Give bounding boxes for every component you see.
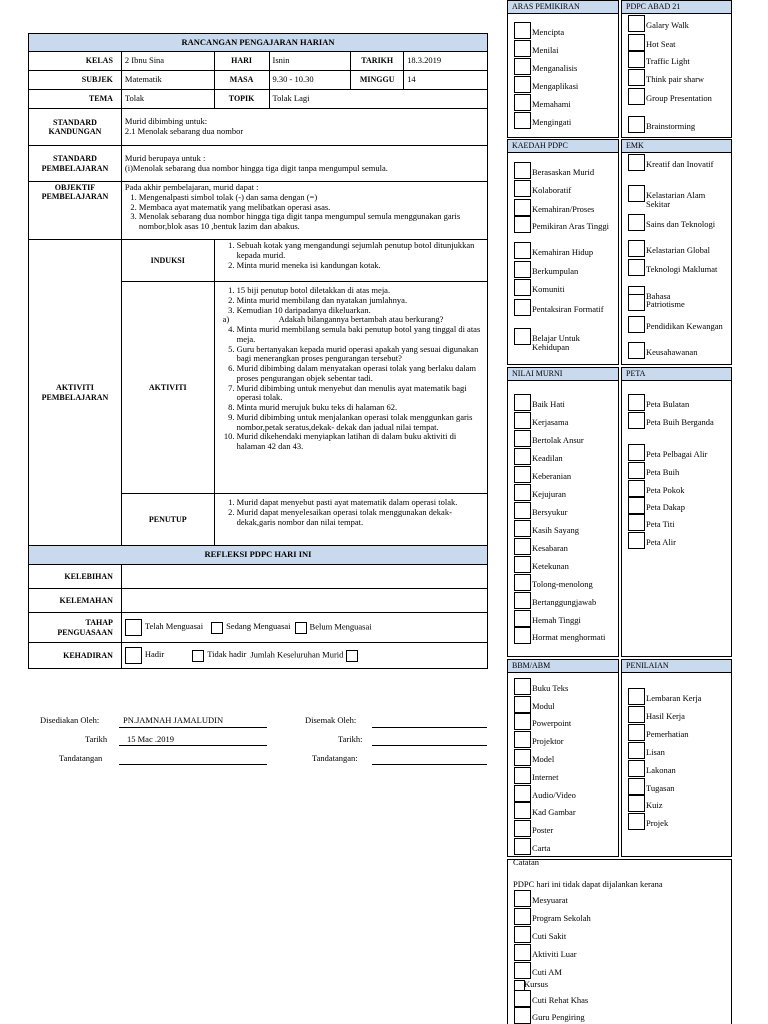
aktiviti-label: AKTIVITI — [121, 282, 214, 494]
catatan-checkbox[interactable] — [514, 990, 531, 1007]
sk-label: STANDARD KANDUNGAN — [29, 109, 122, 146]
emk-checkbox[interactable] — [628, 259, 645, 276]
kaedah-item-label: Berkumpulan — [532, 266, 579, 276]
peta-checkbox[interactable] — [628, 462, 645, 479]
abad-item-label: Brainstorming — [646, 121, 696, 131]
emk-item-label: Kelastarian Global — [646, 245, 710, 255]
masa-label: MASA — [214, 71, 269, 90]
belum-menguasai-checkbox[interactable] — [295, 622, 307, 634]
kaedah-checkbox[interactable] — [514, 216, 531, 233]
emk-item-label: Kreatif dan Inovatif — [646, 159, 714, 169]
peta-checkbox[interactable] — [628, 480, 645, 497]
aras-checkbox[interactable] — [514, 76, 531, 93]
aktiviti-item: 8. Minta murid merujuk buku teks di halaman 62. — [237, 403, 484, 413]
aktiviti-sub-item: Adakah bilangannya bertambah atau berkurang? — [278, 314, 444, 325]
kaedah-panel — [507, 139, 619, 365]
abad-checkbox[interactable] — [628, 69, 645, 86]
tandatangan2-label: Tandatangan: — [312, 753, 358, 763]
nilai-checkbox[interactable] — [514, 430, 531, 447]
kaedah-checkbox[interactable] — [514, 162, 531, 179]
nilai-item-label: Hemah Tinggi — [532, 615, 581, 625]
emk-item-label: Teknologi Maklumat — [646, 264, 718, 274]
penilaian-item-label: Pemerhatian — [646, 729, 689, 739]
tandatangan2-line[interactable] — [372, 764, 487, 765]
tarikh2-label: Tarikh: — [338, 734, 363, 744]
bbm-checkbox[interactable] — [514, 749, 531, 766]
peta-panel — [621, 367, 732, 657]
aktiviti-item: 1. 15 biji penutup botol diletakkan di atas meja. — [237, 286, 484, 296]
abad-checkbox[interactable] — [628, 34, 645, 51]
catatan-checkbox[interactable] — [514, 908, 531, 925]
penilaian-checkbox[interactable] — [628, 795, 645, 812]
catatan-item-label: Kursus — [524, 979, 549, 989]
emk-item-label: Kelastarian Alam Sekitar — [646, 190, 706, 210]
induksi-item: 2. Minta murid meneka isi kandungan kotak. — [237, 261, 484, 271]
bbm-item-label: Powerpoint — [532, 718, 572, 728]
penilaian-item-label: Lisan — [646, 747, 665, 757]
aras-panel-title: ARAS PEMIKIRAN — [508, 1, 618, 14]
bbm-item-label: Buku Teks — [532, 683, 569, 693]
telah-menguasai-label: Telah Menguasai — [144, 621, 204, 632]
catatan-checkbox[interactable] — [514, 890, 531, 907]
catatan-checkbox[interactable] — [514, 944, 531, 961]
sk-line1: Murid dibimbing untuk: — [124, 116, 208, 127]
page-title: RANCANGAN PENGAJARAN HARIAN — [29, 34, 488, 52]
abad-item-label: Group Presentation — [646, 93, 712, 103]
aras-item-label: Memahami — [532, 99, 571, 109]
telah-menguasai-checkbox[interactable] — [125, 619, 142, 636]
bbm-item-label: Projektor — [532, 736, 564, 746]
kelas-value: 2 Ibnu Sina — [121, 52, 214, 71]
abad-panel — [621, 0, 732, 138]
sk-line2: 2.1 Menolak sebarang dua nombor — [124, 126, 244, 136]
kaedah-checkbox[interactable] — [514, 242, 531, 259]
sp-line2: (i)Menolak sebarang dua nombor hingga tiga digit tanpa mengumpul semula. — [124, 162, 388, 173]
kelemahan-label: KELEMAHAN — [29, 589, 122, 613]
kaedah-checkbox[interactable] — [514, 279, 531, 296]
catatan-item-label: Program Sekolah — [532, 913, 591, 923]
penilaian-checkbox[interactable] — [628, 760, 645, 777]
catatan-item-label: Guru Pengiring — [532, 1012, 585, 1022]
kaedah-item-label: Pemikiran Aras Tinggi — [532, 221, 609, 231]
tarikh-value: 18.3.2019 — [404, 52, 488, 71]
emk-checkbox[interactable] — [628, 214, 645, 231]
kelebihan-field[interactable] — [121, 565, 487, 589]
kaedah-checkbox[interactable] — [514, 199, 531, 216]
catatan-item-label: Cuti AM — [532, 967, 562, 977]
bbm-checkbox[interactable] — [514, 678, 531, 695]
nilai-checkbox[interactable] — [514, 412, 531, 429]
aktiviti-sub-marker: a) — [222, 314, 230, 325]
tidak-hadir-label: Tidak hadir — [207, 649, 247, 660]
catatan-title: Catatan — [513, 857, 539, 867]
emk-item-label: Bahasa — [646, 291, 671, 301]
catatan-checkbox[interactable] — [514, 926, 531, 943]
emk-panel — [621, 139, 732, 365]
bbm-item-label: Model — [532, 754, 555, 764]
refleksi-header: REFLEKSI PDPC HARI INI — [29, 546, 488, 565]
bbm-item-label: Carta — [532, 843, 551, 853]
emk-checkbox[interactable] — [628, 294, 645, 311]
catatan-checkbox[interactable] — [514, 962, 531, 979]
nilai-item-label: Hormat menghormati — [532, 632, 606, 642]
bbm-item-label: Internet — [532, 772, 559, 782]
kaedah-panel-title: KAEDAH PDPC — [508, 140, 618, 153]
nilai-item-label: Kejujuran — [532, 489, 566, 499]
hari-label: HARI — [214, 52, 269, 71]
penilaian-checkbox[interactable] — [628, 742, 645, 759]
peta-checkbox[interactable] — [628, 532, 645, 549]
nilai-checkbox[interactable] — [514, 502, 531, 519]
bbm-panel — [507, 659, 619, 857]
jumlah-murid-checkbox[interactable] — [346, 650, 358, 662]
kaedah-item-label: Kemahiran/Proses — [532, 204, 595, 214]
tahap-label: TAHAP PENGUASAAN — [29, 613, 122, 643]
kaedah-checkbox[interactable] — [514, 180, 531, 197]
peta-checkbox[interactable] — [628, 497, 645, 514]
bbm-item-label: Audio/Video — [532, 790, 576, 800]
disemak-line[interactable] — [372, 727, 487, 728]
abad-checkbox[interactable] — [628, 88, 645, 105]
tandatangan-label: Tandatangan — [59, 753, 103, 763]
emk-checkbox[interactable] — [628, 342, 645, 359]
peta-item-label: Peta Dakap — [646, 502, 685, 512]
peta-item-label: Peta Titi — [646, 519, 675, 529]
penutup-label: PENUTUP — [121, 494, 214, 546]
nilai-checkbox[interactable] — [514, 556, 531, 573]
emk-checkbox[interactable] — [628, 316, 645, 333]
abad-checkbox[interactable] — [628, 116, 645, 133]
penilaian-checkbox[interactable] — [628, 778, 645, 795]
penilaian-item-label: Lembaran Kerja — [646, 693, 702, 703]
bbm-checkbox[interactable] — [514, 838, 531, 855]
disediakan-label: Disediakan Oleh: — [40, 715, 100, 725]
peta-item-label: Peta Alir — [646, 537, 676, 547]
aktiviti-item: 10. Murid dikehendaki menyiapkan latihan di dalam buku aktiviti di halaman 42 dan 43. — [237, 432, 484, 452]
emk-item-label: Sains dan Teknologi — [646, 219, 716, 229]
bbm-item-label: Kad Gambar — [532, 807, 576, 817]
obj-intro: Pada akhir pembelajaran, murid dapat : — [124, 182, 259, 192]
tarikh-sign-value: 15 Mac .2019 — [127, 734, 174, 744]
lesson-plan-table — [28, 33, 488, 669]
catatan-item-label: Aktiviti Luar — [532, 949, 577, 959]
aras-item-label: Menganalisis — [532, 63, 578, 73]
kaedah-item-label: Komuniti — [532, 284, 565, 294]
kaedah-checkbox[interactable] — [514, 328, 531, 345]
penilaian-panel-title: PENILAIAN — [622, 660, 731, 673]
aktiviti-item: 5. Guru bertanyakan kepada murid operasi apakah yang sesuai digunakan bagi menerangkan proses pengurangan tersebut? — [237, 345, 484, 365]
peta-item-label: Peta Buih Berganda — [646, 417, 714, 427]
catatan-item-label: Mesyuarat — [532, 895, 568, 905]
aktiviti-item: 4. Minta murid membilang semula baki penutup botol yang tinggal di atas meja. — [237, 325, 484, 345]
kaedah-checkbox[interactable] — [514, 299, 531, 316]
nilai-item-label: Tolong-menolong — [532, 579, 593, 589]
tarikh-sign-label: Tarikh — [85, 734, 108, 744]
penilaian-panel — [621, 659, 732, 857]
kaedah-item-label: Kemahiran Hidup — [532, 247, 594, 257]
kelas-label: KELAS — [29, 52, 122, 71]
aktiviti-item: 3. Kemudian 10 daripadanya dikeluarkan. — [237, 306, 484, 316]
tarikh2-line[interactable] — [372, 745, 487, 746]
nilai-checkbox[interactable] — [514, 484, 531, 501]
emk-panel-title: EMK — [622, 140, 731, 153]
tarikh-line[interactable] — [119, 745, 267, 746]
nilai-item-label: Baik Hati — [532, 399, 565, 409]
peta-item-label: Peta Pokok — [646, 485, 685, 495]
abad-item-label: Hot Seat — [646, 39, 676, 49]
tidak-hadir-checkbox[interactable] — [192, 650, 204, 662]
kaedah-item-label: Berasaskan Murid — [532, 167, 595, 177]
nilai-item-label: Bertolak Ansur — [532, 435, 584, 445]
nilai-item-label: Bertanggungjawab — [532, 597, 597, 607]
disediakan-name: PN.JAMNAH JAMALUDIN — [123, 715, 224, 725]
aktiviti-pembelajaran-label: AKTIVITI PEMBELAJARAN — [29, 240, 122, 546]
kaedah-item-label: Kolaboratif — [532, 185, 572, 195]
penutup-item: 2. Murid dapat menyelesaikan operasi tolak menggunakan dekak- dekak,garis nombor dan nilai tempat. — [237, 508, 484, 528]
penilaian-item-label: Kuiz — [646, 800, 663, 810]
aras-item-label: Mengingati — [532, 117, 572, 127]
aras-checkbox[interactable] — [514, 58, 531, 75]
nilai-item-label: Kerjasama — [532, 417, 569, 427]
induksi-label: INDUKSI — [121, 240, 214, 282]
emk-checkbox[interactable] — [628, 240, 645, 257]
hari-value: Isnin — [269, 52, 351, 71]
disediakan-line[interactable] — [119, 727, 267, 728]
aras-checkbox[interactable] — [514, 94, 531, 111]
penilaian-checkbox[interactable] — [628, 706, 645, 723]
peta-item-label: Peta Bulatan — [646, 399, 690, 409]
sp-label: STANDARD PEMBELAJARAN — [29, 146, 122, 182]
aras-item-label: Mencipta — [532, 27, 565, 37]
tarikh-label: TARIKH — [351, 52, 404, 71]
kaedah-item-label: Belajar Untuk Kehidupan — [532, 333, 580, 353]
penutup-item: 1. Murid dapat menyebut pasti ayat matematik dalam operasi tolak. — [237, 498, 484, 508]
obj-item: 1. Mengenalpasti simbol tolak (-) dan sama dengan (=) — [139, 193, 484, 203]
emk-checkbox[interactable] — [628, 185, 645, 202]
catatan-panel — [507, 859, 732, 1024]
bbm-checkbox[interactable] — [514, 802, 531, 819]
peta-item-label: Peta Pelbagai Alir — [646, 449, 708, 459]
abad-checkbox[interactable] — [628, 51, 645, 68]
nilai-checkbox[interactable] — [514, 520, 531, 537]
tema-label: TEMA — [29, 90, 122, 109]
penilaian-item-label: Tugasan — [646, 783, 675, 793]
tema-value: Tolak — [121, 90, 214, 109]
belum-menguasai-label: Belum Menguasai — [309, 621, 372, 632]
bbm-item-label: Poster — [532, 825, 554, 835]
nilai-checkbox[interactable] — [514, 394, 531, 411]
kaedah-item-label: Pentaksiran Formatif — [532, 304, 604, 314]
penilaian-checkbox[interactable] — [628, 688, 645, 705]
peta-item-label: Peta Buih — [646, 467, 680, 477]
catatan-item-label: Cuti Rehat Khas — [532, 995, 589, 1005]
induksi-item: 1. Sebuah kotak yang mengandungi sejumlah penutup botol ditunjukkan kepada murid. — [237, 241, 484, 261]
bbm-panel-title: BBM/ABM — [508, 660, 618, 673]
emk-item-label: Pendidikan Kewangan — [646, 321, 723, 331]
nilai-checkbox[interactable] — [514, 610, 531, 627]
penilaian-item-label: Lakonan — [646, 765, 676, 775]
sedang-menguasai-label: Sedang Menguasai — [226, 621, 291, 632]
aktiviti-item: 7. Murid dibimbing untuk menyebut dan menulis ayat matematik bagi operasi tolak. — [237, 384, 484, 404]
kaedah-checkbox[interactable] — [514, 261, 531, 278]
abad-item-label: Think pair sharw — [646, 74, 705, 84]
bbm-checkbox[interactable] — [514, 785, 531, 802]
obj-item: 3. Menolak sebarang dua nombor hingga tiga digit tanpa mengumpul semula menggunakan garis nombor,blok asas 10 ,bentuk lazim dan abakus. — [139, 212, 484, 232]
nilai-checkbox[interactable] — [514, 466, 531, 483]
aktiviti-item: 2. Minta murid membilang dan nyatakan jumlahnya. — [237, 296, 484, 306]
nilai-checkbox[interactable] — [514, 574, 531, 591]
bbm-checkbox[interactable] — [514, 820, 531, 837]
sedang-menguasai-checkbox[interactable] — [211, 622, 223, 634]
penilaian-checkbox[interactable] — [628, 724, 645, 741]
nilai-item-label: Ketekunan — [532, 561, 569, 571]
abad-checkbox[interactable] — [628, 15, 645, 32]
catatan-checkbox[interactable] — [514, 1007, 531, 1024]
nilai-panel-title: NILAI MURNI — [508, 368, 618, 381]
nilai-item-label: Keberanian — [532, 471, 572, 481]
kelebihan-label: KELEBIHAN — [29, 565, 122, 589]
jumlah-murid-label: Jumlah Keseluruhan Murid — [250, 649, 344, 660]
emk-item-label: Patriotisme — [646, 299, 685, 309]
nilai-checkbox[interactable] — [514, 448, 531, 465]
peta-panel-title: PETA — [622, 368, 731, 381]
masa-value: 9.30 - 10.30 — [269, 71, 351, 90]
nilai-item-label: Keadilan — [532, 453, 563, 463]
aras-panel — [507, 0, 619, 138]
bbm-checkbox[interactable] — [514, 696, 531, 713]
nilai-item-label: Kasih Sayang — [532, 525, 579, 535]
topik-label: TOPIK — [214, 90, 269, 109]
bbm-checkbox[interactable] — [514, 767, 531, 784]
nilai-checkbox[interactable] — [514, 627, 531, 644]
aktiviti-item: 6. Murid dibimbing dalam menyatakan operasi tolak yang berlaku dalam proses pengurangan objek sebentar tadi. — [237, 364, 484, 384]
aras-item-label: Menilai — [532, 45, 559, 55]
nilai-item-label: Kesabaran — [532, 543, 568, 553]
aras-checkbox[interactable] — [514, 22, 531, 39]
sp-line1: Murid berupaya untuk : — [124, 152, 206, 163]
nilai-checkbox[interactable] — [514, 538, 531, 555]
peta-checkbox[interactable] — [628, 514, 645, 531]
bbm-checkbox[interactable] — [514, 713, 531, 730]
penilaian-checkbox[interactable] — [628, 813, 645, 830]
catatan-item-label: Cuti Sakit — [532, 931, 567, 941]
emk-item-label: Keusahawanan — [646, 347, 698, 357]
nilai-checkbox[interactable] — [514, 592, 531, 609]
aktiviti-item: 9. Murid dibimbing untuk menjalankan operasi tolak menggunkan garis nombor,petak seratus,dekak- dekak dan jadual nilai tempat. — [237, 413, 484, 433]
abad-item-label: Galary Walk — [646, 20, 689, 30]
peta-checkbox[interactable] — [628, 412, 645, 429]
abad-item-label: Traffic Light — [646, 56, 690, 66]
disemak-label: Disemak Oleh: — [305, 715, 357, 725]
penilaian-item-label: Hasil Kerja — [646, 711, 685, 721]
hadir-checkbox[interactable] — [125, 647, 142, 664]
obj-label: OBJEKTIF PEMBELAJARAN — [29, 182, 122, 240]
aras-checkbox[interactable] — [514, 112, 531, 129]
obj-item: 2. Membaca ayat matematik yang melibatkan operasi asas. — [139, 203, 484, 213]
catatan-intro: PDPC hari ini tidak dapat dijalankan kerana — [513, 879, 663, 889]
minggu-label: MINGGU — [351, 71, 404, 90]
subjek-label: SUBJEK — [29, 71, 122, 90]
bbm-checkbox[interactable] — [514, 731, 531, 748]
peta-checkbox[interactable] — [628, 444, 645, 461]
tandatangan-line[interactable] — [119, 764, 267, 765]
bbm-item-label: Modul — [532, 701, 555, 711]
nilai-item-label: Bersyukur — [532, 507, 568, 517]
nilai-panel — [507, 367, 619, 657]
penilaian-item-label: Projek — [646, 818, 669, 828]
kelemahan-field[interactable] — [121, 589, 487, 613]
aras-checkbox[interactable] — [514, 40, 531, 57]
topik-value: Tolak Lagi — [269, 90, 487, 109]
abad-panel-title: PDPC ABAD 21 — [622, 1, 731, 14]
subjek-value: Matematik — [121, 71, 214, 90]
peta-checkbox[interactable] — [628, 394, 645, 411]
minggu-value: 14 — [404, 71, 488, 90]
kehadiran-label: KEHADIRAN — [29, 643, 122, 669]
emk-checkbox[interactable] — [628, 154, 645, 171]
aras-item-label: Mengaplikasi — [532, 81, 579, 91]
hadir-label: Hadir — [144, 649, 165, 660]
